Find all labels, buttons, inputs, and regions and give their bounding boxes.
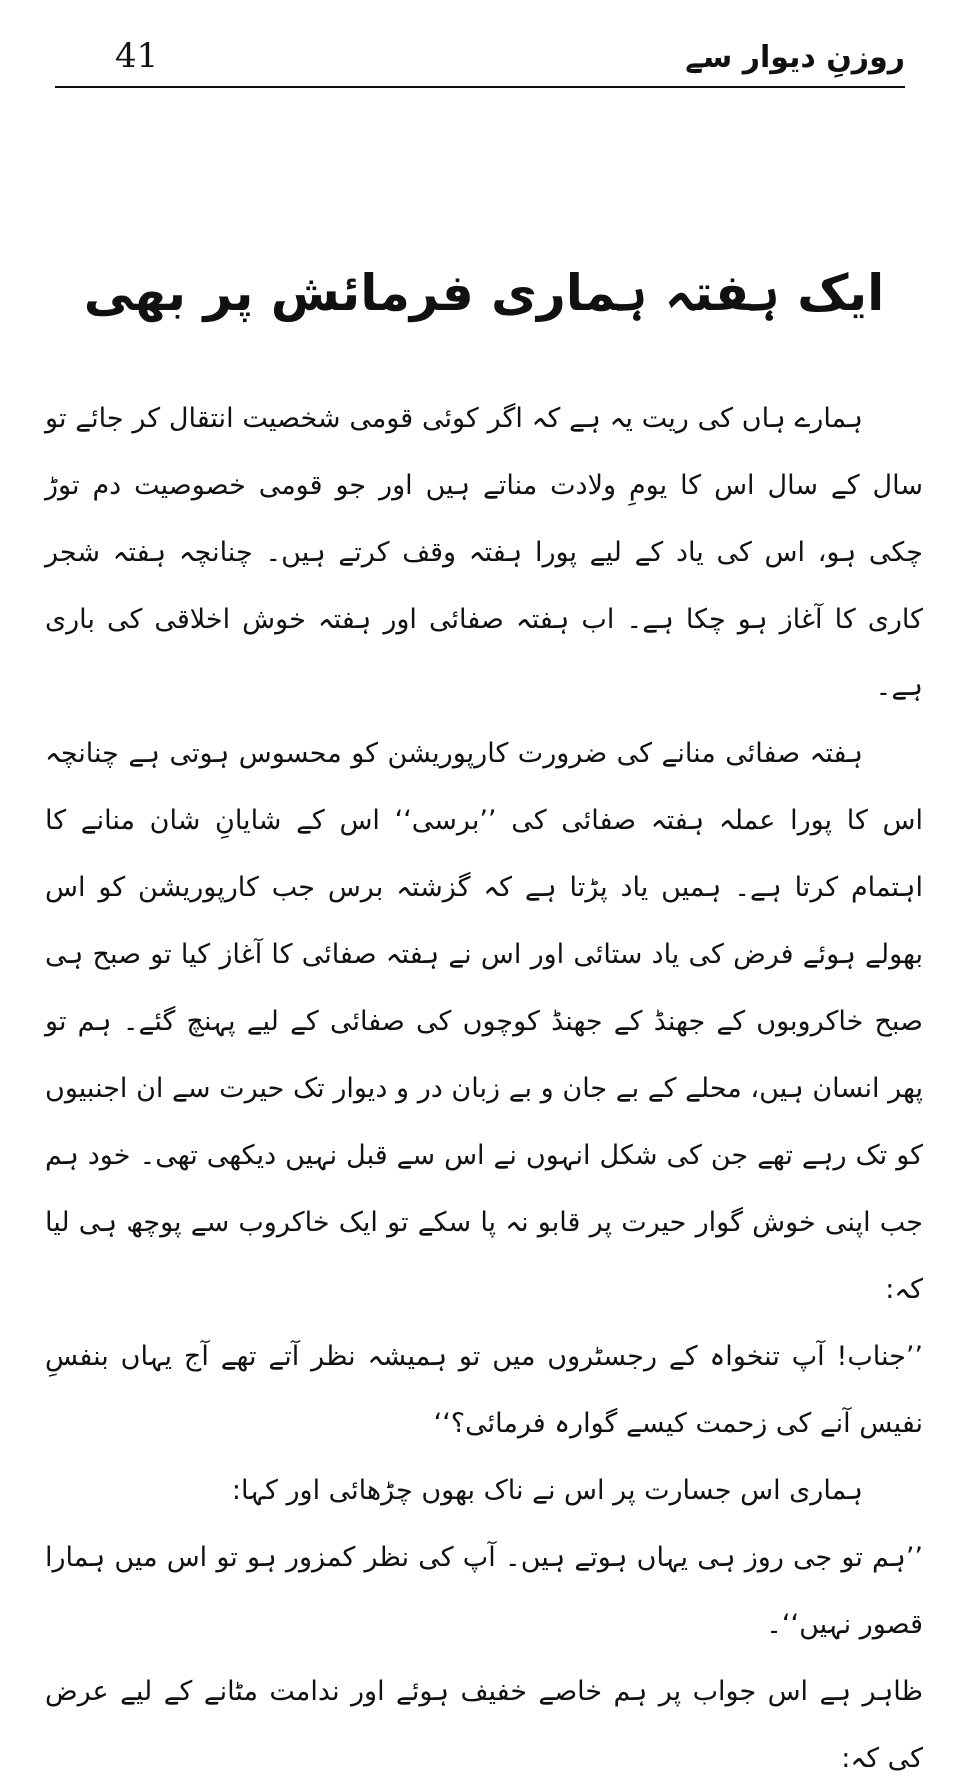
chapter-title: ایک ہفتہ ہماری فرمائش پر بھی (83, 264, 885, 322)
body-text (45, 385, 923, 1792)
paragraph: ہمارے ہاں کی ریت یہ ہے کہ اگر کوئی قومی شخصیت انتقال کر جائے تو سال کے سال اس کا یومِ ولادت مناتے ہیں اور جو قومی خصوصیت دم توڑ چکی ہو، اس کی یاد کے لیے پورا ہفتہ وقف کرتے ہیں۔ چنانچہ ہفتہ شجر کاری کا آغاز ہو چکا ہے۔ اب ہفتہ صفائی اور ہفتہ خوش اخلاقی کی باری ہے۔ (45, 403, 923, 702)
paragraph: ہماری اس جسارت پر اس نے ناک بھوں چڑھائی اور کہا: (231, 1475, 863, 1506)
paragraph: ہفتہ صفائی منانے کی ضرورت کارپوریشن کو محسوس ہوتی ہے چنانچہ اس کا پورا عملہ ہفتہ صفائی کی ’’برسی‘‘ اس کے شایانِ شان منانے کا اہتمام کرتا ہے۔ ہمیں یاد پڑتا ہے کہ گزشتہ برس جب کارپوریشن کو اس بھولے ہوئے فرض کی یاد ستائی اور اس نے ہفتہ صفائی کا آغاز کیا تو صبح ہی صبح خاکروبوں کے جھنڈ کے جھنڈ کوچوں کی صفائی کے لیے پہنچ گئے۔ ہم تو پھر انسان ہیں، محلے کے بے جان و بے زبان در و دیوار تک حیرت سے ان اجنبیوں کو تک رہے تھے جن کی شکل انہوں نے اس سے قبل نہیں دیکھی تھی۔ خود ہم جب اپنی خوش گوار حیرت پر قابو نہ پا سکے تو ایک خاکروب سے پوچھ ہی لیا کہ: (45, 738, 923, 1305)
running-head: روزنِ دیوار سے (685, 40, 905, 75)
quotation: ’’ہم تو جی روز ہی یہاں ہوتے ہیں۔ آپ کی نظر کمزور ہو تو اس میں ہمارا قصور نہیں‘‘۔ (45, 1542, 923, 1640)
header-rule (55, 86, 905, 88)
paragraph: ظاہر ہے اس جواب پر ہم خاصے خفیف ہوئے اور ندامت مٹانے کے لیے عرض کی کہ: (45, 1676, 923, 1774)
page-number: 41 (115, 36, 159, 76)
quotation: ’’جناب! آپ تنخواہ کے رجسٹروں میں تو ہمیشہ نظر آتے تھے آج یہاں بنفسِ نفیس آنے کی زحمت کیسے گوارہ فرمائی؟‘‘ (45, 1341, 923, 1439)
page-header (55, 30, 905, 90)
